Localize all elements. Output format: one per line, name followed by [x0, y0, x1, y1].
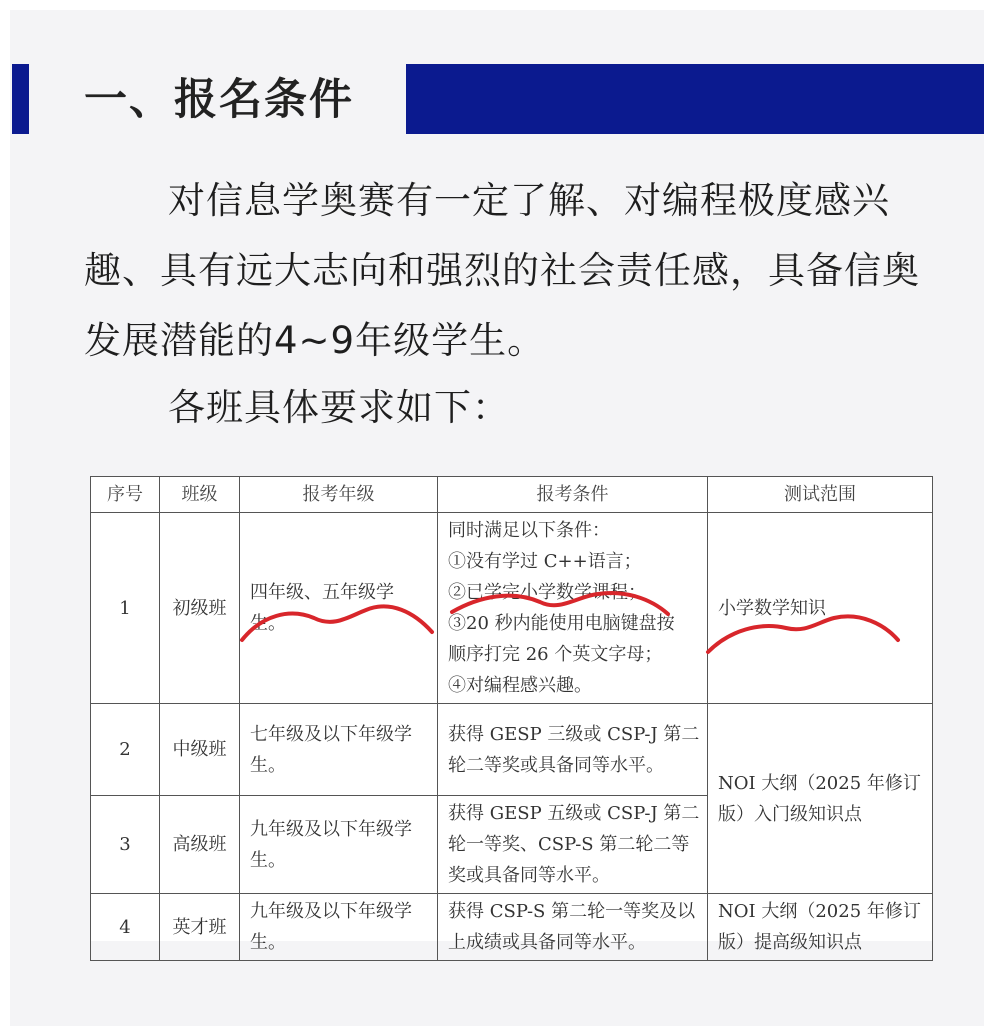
scope-cell: NOI 大纲（2025 年修订版）提高级知识点 [708, 894, 933, 961]
grade-cell: 四年级、五年级学生。 [240, 513, 438, 704]
section-header-accent-left [12, 64, 29, 134]
requirements-table [90, 476, 933, 961]
condition-line: 同时满足以下条件： [448, 520, 610, 541]
class-name: 初级班 [160, 513, 240, 704]
condition-line: 奖或具备同等水平。 [448, 865, 610, 886]
conditions-cell [438, 894, 708, 961]
scope-cell: 小学数学知识 [708, 513, 933, 704]
condition-line: ②已学完小学数学课程； [448, 582, 646, 603]
table-row [91, 894, 933, 961]
conditions-cell [438, 796, 708, 894]
conditions-cell [438, 704, 708, 796]
requirements-table-container [90, 476, 932, 953]
condition-line: 顺序打完 26 个英文字母； [448, 644, 663, 665]
requirements-subheading: 各班具体要求如下： [168, 386, 510, 429]
grade-cell: 九年级及以下年级学生。 [240, 796, 438, 894]
header-cell: 班级 [160, 477, 240, 513]
header-cell: 测试范围 [708, 477, 933, 513]
condition-line: 获得 GESP 三级或 CSP-J 第二 [448, 723, 700, 745]
header-cell: 序号 [91, 477, 160, 513]
row-number: 2 [91, 704, 160, 796]
row-number: 4 [91, 894, 160, 961]
row-number: 3 [91, 796, 160, 894]
condition-line: ①没有学过 C++语言； [448, 551, 642, 572]
grade-cell: 七年级及以下年级学生。 [240, 704, 438, 796]
condition-line: 获得 GESP 五级或 CSP-J 第二 [448, 803, 700, 824]
condition-line: 轮一等奖、CSP-S 第二轮二等 [448, 834, 690, 855]
table-row [91, 704, 933, 796]
class-name: 高级班 [160, 796, 240, 894]
conditions-cell [438, 513, 708, 704]
condition-line: 上成绩或具备同等水平。 [448, 932, 646, 953]
header-cell: 报考年级 [240, 477, 438, 513]
condition-line: ④对编程感兴趣。 [448, 675, 592, 696]
class-name: 中级班 [160, 704, 240, 796]
intro-text [84, 166, 944, 376]
table-row [91, 513, 933, 704]
header-cell: 报考条件 [438, 477, 708, 513]
condition-line: 轮二等奖或具备同等水平。 [448, 754, 664, 776]
condition-line: 获得 CSP-S 第二轮一等奖及以 [448, 901, 696, 922]
condition-line: ③20 秒内能使用电脑键盘按 [448, 613, 675, 634]
class-name: 英才班 [160, 894, 240, 961]
scope-cell-merged: NOI 大纲（2025 年修订版）入门级知识点 [708, 704, 933, 894]
section-title: 一、报名条件 [84, 75, 354, 125]
intro-paragraph: 对信息学奥赛有一定了解、对编程极度感兴趣、具有远大志向和强烈的社会责任感，具备信奥发展潜能的4~9年级学生。 [84, 179, 920, 362]
row-number: 1 [91, 513, 160, 704]
table-header-row [91, 477, 933, 513]
section-header-accent-right [406, 64, 984, 134]
grade-cell: 九年级及以下年级学生。 [240, 894, 438, 961]
